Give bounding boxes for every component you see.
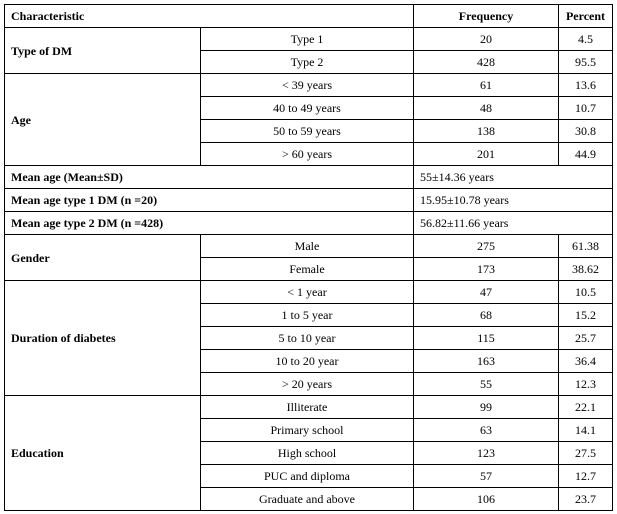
- table-row: [5, 396, 613, 419]
- frequency-cell: 63: [414, 419, 559, 442]
- table-row: [5, 281, 613, 304]
- sub-label: Illiterate: [201, 396, 414, 419]
- frequency-cell: 20: [414, 28, 559, 51]
- frequency-cell: 61: [414, 74, 559, 97]
- frequency-cell: 275: [414, 235, 559, 258]
- percent-cell: 12.3: [559, 373, 613, 396]
- percent-cell: 36.4: [559, 350, 613, 373]
- sub-label: 5 to 10 year: [201, 327, 414, 350]
- frequency-cell: 173: [414, 258, 559, 281]
- sub-label: > 20 years: [201, 373, 414, 396]
- percent-cell: 25.7: [559, 327, 613, 350]
- sub-label: Male: [201, 235, 414, 258]
- table-row: [5, 166, 613, 189]
- sub-label: > 60 years: [201, 143, 414, 166]
- frequency-cell: 55: [414, 373, 559, 396]
- percent-cell: 44.9: [559, 143, 613, 166]
- mean-age-type2-value: 56.82±11.66 years: [414, 212, 613, 235]
- characteristics-table: [4, 4, 613, 511]
- frequency-cell: 106: [414, 488, 559, 511]
- header-percent: Percent: [559, 5, 613, 28]
- sub-label: High school: [201, 442, 414, 465]
- frequency-cell: 428: [414, 51, 559, 74]
- frequency-cell: 57: [414, 465, 559, 488]
- group-label-gender: Gender: [5, 235, 201, 281]
- group-label-type-dm: Type of DM: [5, 28, 201, 74]
- header-frequency: Frequency: [414, 5, 559, 28]
- mean-age-type1-value: 15.95±10.78 years: [414, 189, 613, 212]
- mean-age-type1-label: Mean age type 1 DM (n =20): [5, 189, 414, 212]
- sub-label: 10 to 20 year: [201, 350, 414, 373]
- frequency-cell: 123: [414, 442, 559, 465]
- header-row: [5, 5, 613, 28]
- frequency-cell: 47: [414, 281, 559, 304]
- frequency-cell: 68: [414, 304, 559, 327]
- sub-label: 1 to 5 year: [201, 304, 414, 327]
- percent-cell: 38.62: [559, 258, 613, 281]
- percent-cell: 27.5: [559, 442, 613, 465]
- group-label-duration: Duration of diabetes: [5, 281, 201, 396]
- percent-cell: 95.5: [559, 51, 613, 74]
- percent-cell: 30.8: [559, 120, 613, 143]
- sub-label: Female: [201, 258, 414, 281]
- frequency-cell: 138: [414, 120, 559, 143]
- percent-cell: 13.6: [559, 74, 613, 97]
- mean-age-value: 55±14.36 years: [414, 166, 613, 189]
- frequency-cell: 99: [414, 396, 559, 419]
- sub-label: Graduate and above: [201, 488, 414, 511]
- group-label-age: Age: [5, 74, 201, 166]
- sub-label: 40 to 49 years: [201, 97, 414, 120]
- header-characteristic: Characteristic: [5, 5, 414, 28]
- frequency-cell: 163: [414, 350, 559, 373]
- sub-label: Type 2: [201, 51, 414, 74]
- table-row: [5, 235, 613, 258]
- table-row: [5, 212, 613, 235]
- table-row: [5, 28, 613, 51]
- percent-cell: 10.5: [559, 281, 613, 304]
- sub-label: Type 1: [201, 28, 414, 51]
- sub-label: < 39 years: [201, 74, 414, 97]
- percent-cell: 12.7: [559, 465, 613, 488]
- table-row: [5, 189, 613, 212]
- sub-label: 50 to 59 years: [201, 120, 414, 143]
- mean-age-type2-label: Mean age type 2 DM (n =428): [5, 212, 414, 235]
- table-row: [5, 74, 613, 97]
- percent-cell: 10.7: [559, 97, 613, 120]
- percent-cell: 23.7: [559, 488, 613, 511]
- percent-cell: 61.38: [559, 235, 613, 258]
- sub-label: PUC and diploma: [201, 465, 414, 488]
- percent-cell: 14.1: [559, 419, 613, 442]
- frequency-cell: 115: [414, 327, 559, 350]
- frequency-cell: 201: [414, 143, 559, 166]
- sub-label: Primary school: [201, 419, 414, 442]
- percent-cell: 4.5: [559, 28, 613, 51]
- percent-cell: 22.1: [559, 396, 613, 419]
- percent-cell: 15.2: [559, 304, 613, 327]
- frequency-cell: 48: [414, 97, 559, 120]
- mean-age-label: Mean age (Mean±SD): [5, 166, 414, 189]
- group-label-education: Education: [5, 396, 201, 511]
- sub-label: < 1 year: [201, 281, 414, 304]
